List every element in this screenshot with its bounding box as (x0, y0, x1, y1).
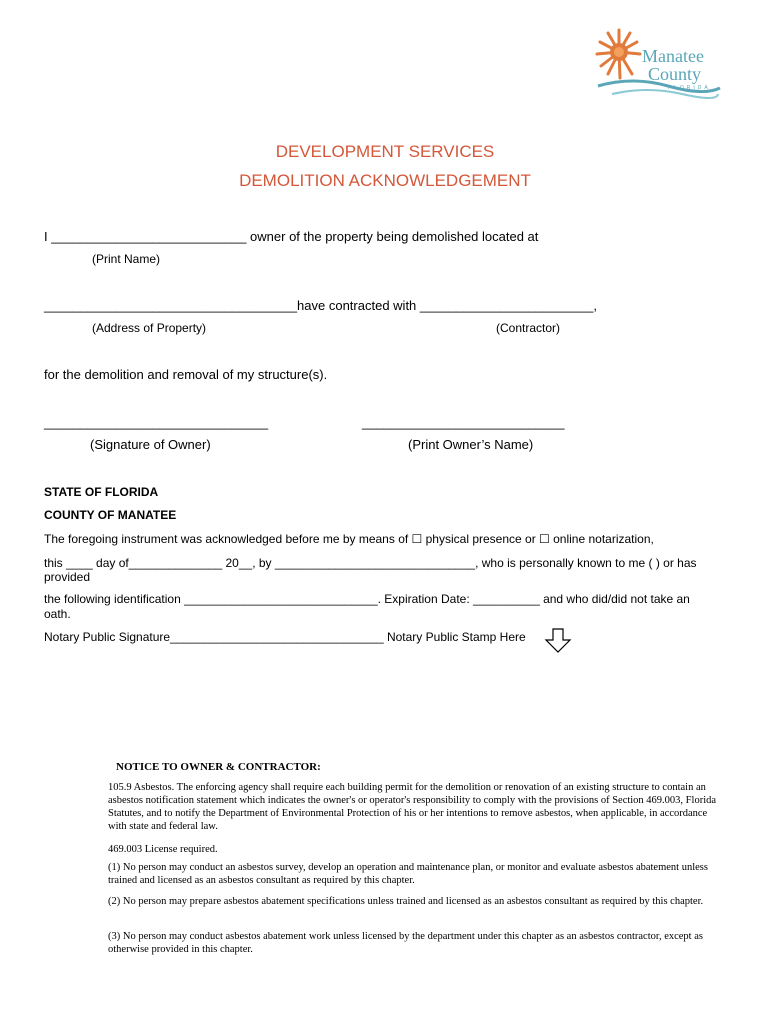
print-name-label: (Print Name) (92, 252, 161, 266)
page-title-development-services: DEVELOPMENT SERVICES (275, 142, 495, 161)
page-title-demolition-acknowledgement: DEMOLITION ACKNOWLEDGEMENT (239, 171, 531, 190)
print-owner-name-label: (Print Owner’s Name) (408, 437, 534, 452)
notary-signature-stamp-line: Notary Public Signature________________________________ Notary Public Stamp Here (44, 630, 526, 644)
address-contractor-line: ___________________________________have contracted with ________________________, (44, 298, 598, 313)
owner-print-name-line: ____________________________ (362, 415, 565, 430)
address-label: (Address of Property) (92, 321, 207, 335)
arrow-down-icon (544, 628, 572, 654)
notice-heading: NOTICE TO OWNER & CONTRACTOR: (116, 761, 321, 773)
notice-item-2: (2) No person may prepare asbestos abatement specifications unless trained and licensed as an asbestos consultant as required by this chapter. (108, 896, 704, 907)
notary-acknowledgement-line: The foregoing instrument was acknowledged before me by means of ☐ physical presence or ☐ online notarization, (44, 532, 654, 546)
notary-date-line: this ____ day of______________ 20__, by ______________________________, who is personally known to me ( ) or has (44, 556, 697, 570)
contractor-label: (Contractor) (496, 321, 561, 335)
county-heading: COUNTY OF MANATEE (44, 508, 177, 522)
logo-text-county: County (648, 64, 702, 84)
notary-identification-line-continued: oath. (44, 607, 71, 621)
owner-signature-line: _______________________________ (44, 415, 269, 430)
signature-of-owner-label: (Signature of Owner) (90, 437, 211, 452)
notary-identification-line: the following identification _____________________________. Expiration Date: __________ and who did/did not take an (44, 592, 690, 606)
manatee-county-logo (592, 24, 722, 102)
notice-item-3: (3) No person may conduct asbestos abatement work unless licensed by the department under this chapter as an asbestos contractor, except as otherwise provided in this chapter. (108, 931, 703, 955)
logo-text-florida: FLORIDA (668, 85, 711, 91)
notary-date-line-continued: provided (44, 570, 91, 584)
owner-name-line: I ___________________________ owner of the property being demolished located at (44, 229, 539, 244)
logo-text-manatee: Manatee (642, 46, 704, 66)
notice-license-heading: 469.003 License required. (108, 844, 218, 855)
notice-item-1: (1) No person may conduct an asbestos survey, develop an operation and maintenance plan, or monitor and evaluate asbestos abatement unless trained and licensed as an asbestos consultant as required by this chapter. (108, 862, 708, 886)
notice-asbestos-paragraph: 105.9 Asbestos. The enforcing agency shall require each building permit for the demolition or renovation of an existing structure to contain an asbestos notification statement which indicates the owner's or operator's responsibility to comply with the provisions of Section 469.003, Florida Statutes, and to notify the Department of Environmental Protection of his or her intentions to remove asbestos, when applicable, in accordance with state and federal law. (108, 782, 717, 832)
state-heading: STATE OF FLORIDA (44, 485, 159, 499)
purpose-statement: for the demolition and removal of my structure(s). (44, 367, 328, 382)
